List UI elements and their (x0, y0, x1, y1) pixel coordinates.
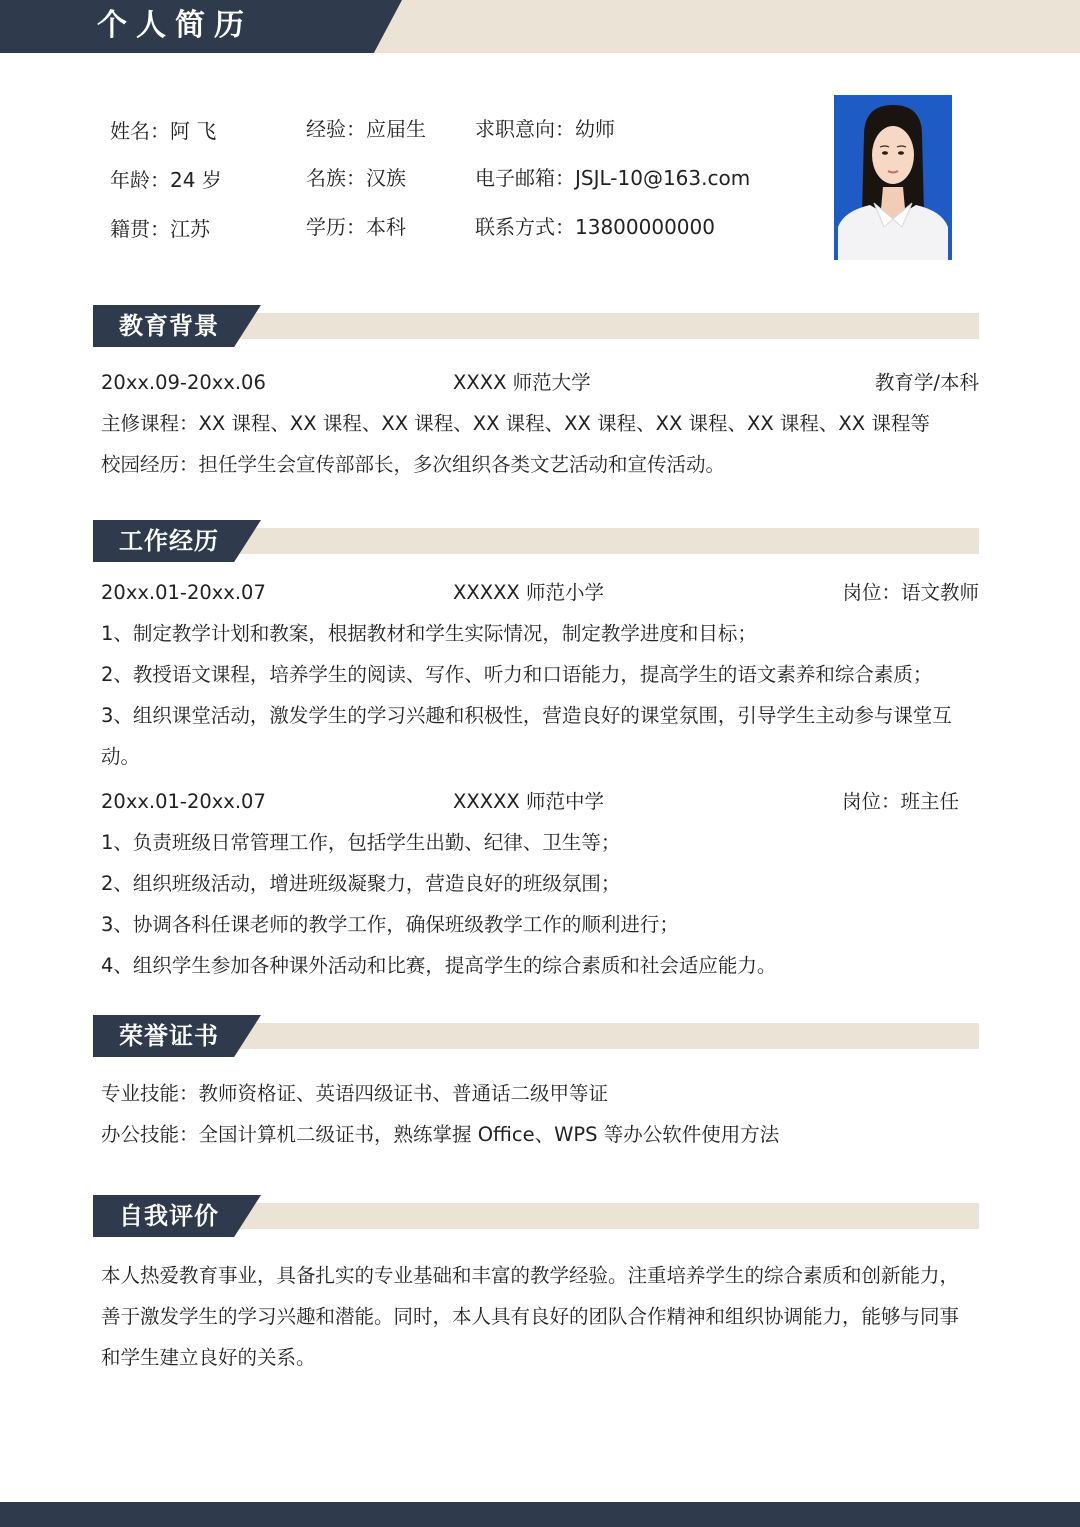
info-experience: 经验：应届生 (306, 117, 426, 141)
job-duty: 2、组织班级活动，增进班级凝聚力，营造良好的班级氛围； (101, 872, 621, 895)
profile-photo (834, 95, 952, 260)
education-degree: 教育学/本科 (874, 371, 979, 394)
page-title: 个人简历 (97, 8, 253, 43)
info-name: 姓名：阿 飞 (110, 119, 217, 143)
info-email: 电子邮箱：JSJL-10@163.com (475, 166, 751, 190)
job-period: 20xx.01-20xx.07 (101, 790, 266, 813)
job-position: 岗位：语文教师 (842, 581, 979, 604)
job-duty: 1、制定教学计划和教案，根据教材和学生实际情况，制定教学进度和目标； (101, 622, 757, 645)
job-position: 岗位：班主任 (842, 790, 960, 813)
education-school: XXXX 师范大学 (453, 371, 591, 394)
info-education: 学历：本科 (306, 215, 406, 239)
job-period: 20xx.01-20xx.07 (101, 581, 266, 604)
education-campus: 校园经历：担任学生会宣传部部长，多次组织各类文艺活动和宣传活动。 (101, 453, 726, 476)
job-duty: 3、组织课堂活动，激发学生的学习兴趣和积极性，营造良好的课堂氛围，引导学生主动参与课堂互 (101, 704, 952, 727)
info-ethnicity: 名族：汉族 (306, 166, 406, 190)
job-duty: 4、组织学生参加各种课外活动和比赛，提高学生的综合素质和社会适应能力。 (101, 954, 777, 977)
honor-item: 专业技能：教师资格证、英语四级证书、普通话二级甲等证 (101, 1082, 609, 1105)
job-duty: 3、协调各科任课老师的教学工作，确保班级教学工作的顺利进行； (101, 913, 679, 936)
job-duty: 动。 (101, 745, 141, 768)
self-evaluation-line: 和学生建立良好的关系。 (101, 1346, 316, 1369)
info-origin: 籍贯：江苏 (110, 217, 210, 241)
info-objective: 求职意向：幼师 (475, 117, 615, 141)
job-duty: 1、负责班级日常管理工作，包括学生出勤、纪律、卫生等； (101, 831, 621, 854)
footer-bar (0, 1502, 1080, 1527)
self-evaluation-line: 本人热爱教育事业，具备扎实的专业基础和丰富的教学经验。注重培养学生的综合素质和创新能力， (101, 1264, 960, 1287)
education-courses: 主修课程：XX 课程、XX 课程、XX 课程、XX 课程、XX 课程、XX 课程、XX 课程、XX 课程等 (101, 412, 930, 435)
section-self-title: 自我评价 (119, 1202, 219, 1230)
education-period: 20xx.09-20xx.06 (101, 371, 266, 394)
portrait-illustration (834, 95, 952, 260)
job-org: XXXXX 师范小学 (453, 581, 604, 604)
section-honor-title: 荣誉证书 (119, 1022, 219, 1050)
job-duty: 2、教授语文课程，培养学生的阅读、写作、听力和口语能力，提高学生的语文素养和综合素质； (101, 663, 933, 686)
self-evaluation-line: 善于激发学生的学习兴趣和潜能。同时，本人具有良好的团队合作精神和组织协调能力，能够与同事 (101, 1305, 960, 1328)
info-phone: 联系方式：13800000000 (475, 215, 715, 239)
section-education-title: 教育背景 (119, 312, 219, 340)
info-age: 年龄：24 岁 (110, 168, 222, 192)
job-org: XXXXX 师范中学 (453, 790, 604, 813)
section-work-title: 工作经历 (119, 527, 219, 555)
honor-item: 办公技能：全国计算机二级证书，熟练掌握 Office、WPS 等办公软件使用方法 (101, 1123, 780, 1146)
